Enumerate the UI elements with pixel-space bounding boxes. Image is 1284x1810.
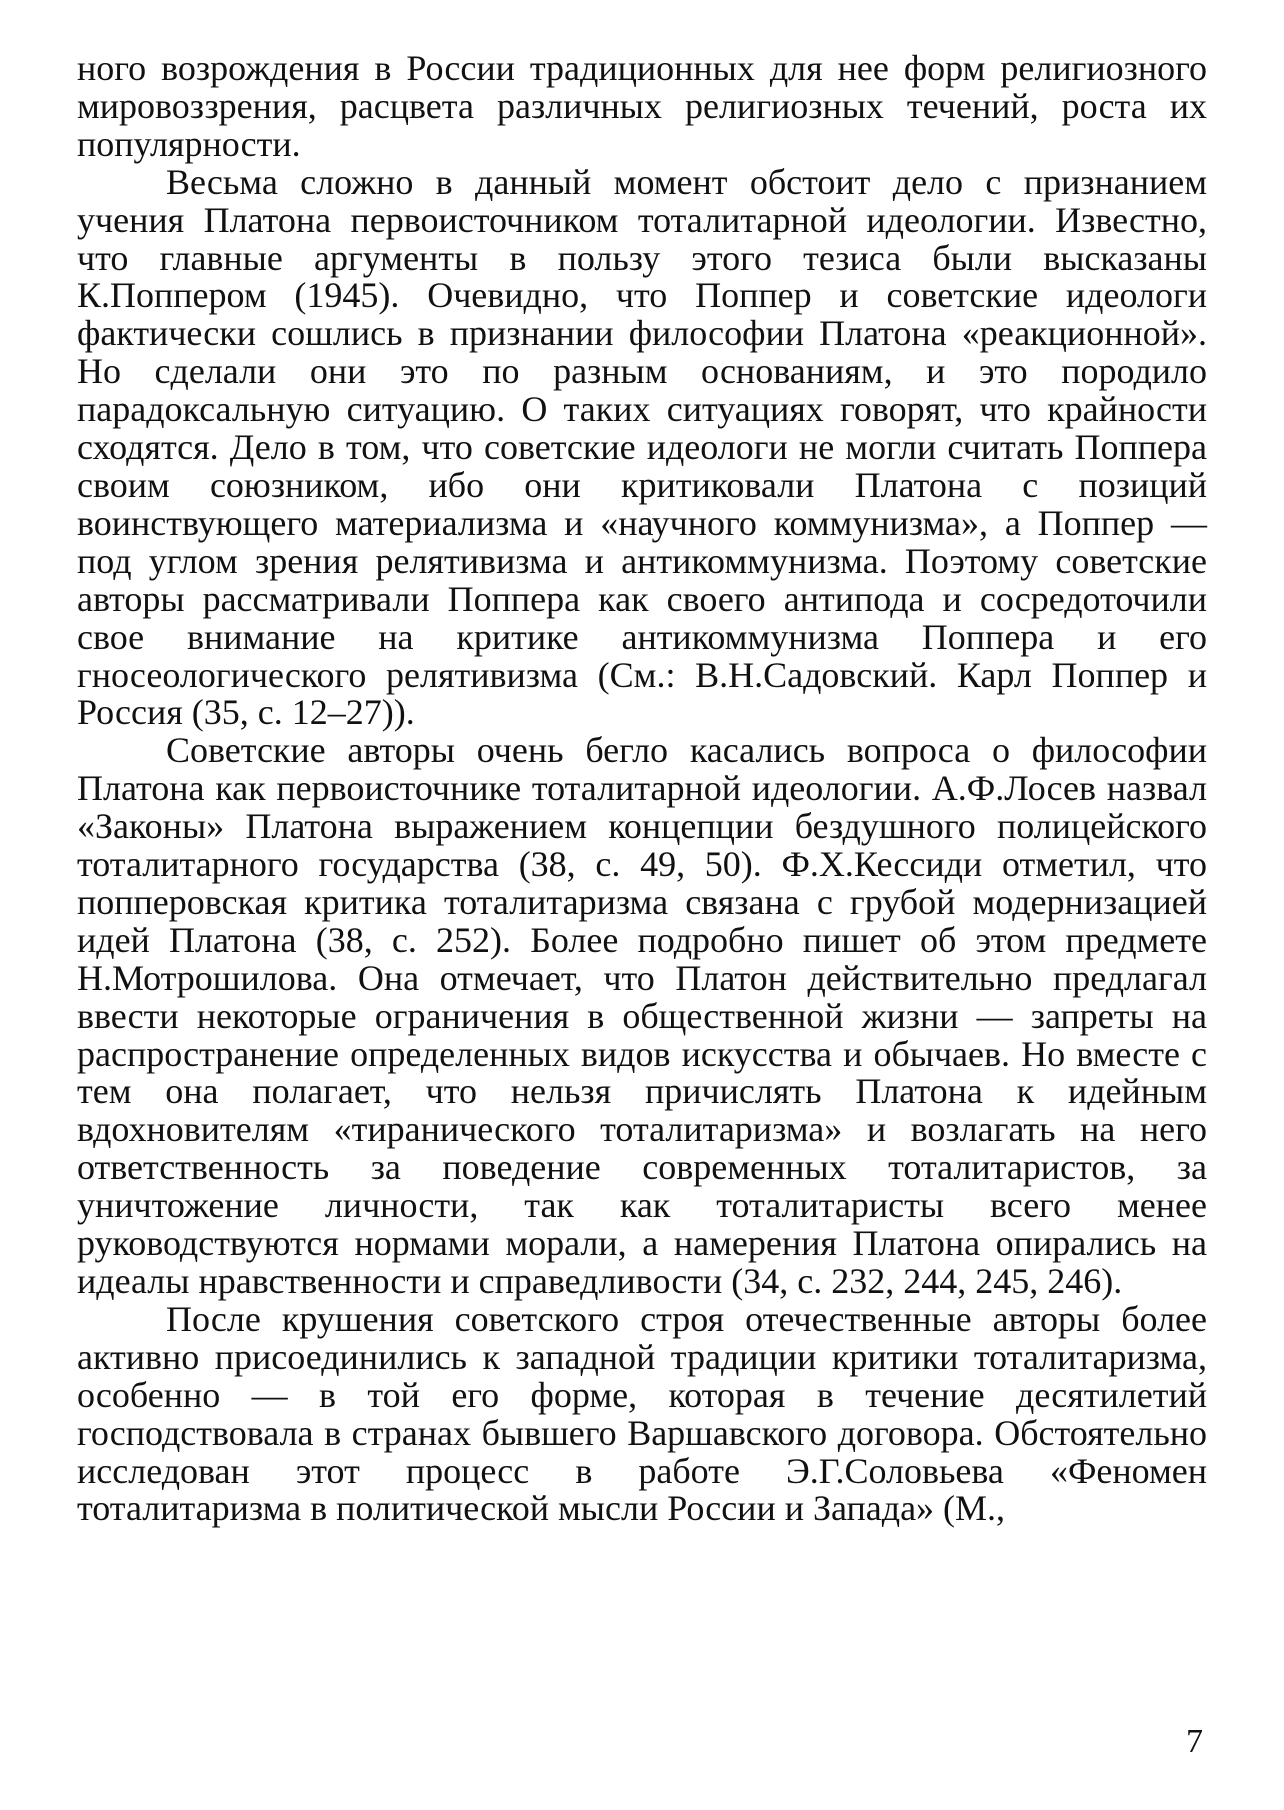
paragraph-1: ного возрождения в России традиционных для нее форм религиозного мировоззрения, расцвета различных религиозных течений, роста их популярности.	[77, 48, 1207, 164]
paragraph-3: Советские авторы очень бегло касались вопроса о философии Платона как первоисточнике тоталитарной идеологии. А.Ф.Лосев назвал «Законы» Платона выражением концепции бездушного полицейского тоталитарного государства (38, с. 49, 50). Ф.Х.Кессиди отметил, что попперовская критика тоталитаризма связана с грубой модернизацией идей Платона (38, с. 252). Более подробно пишет об этом предмете Н.Мотрошилова. Она отмечает, что Платон действительно предлагал ввести некоторые ограничения в общественной жизни — запреты на распространение определенных видов искусства и обычаев. Но вместе с тем она полагает, что нельзя причислять Платона к идейным вдохновителям «тиранического тоталитаризма» и возлагать на него ответственность за поведение современных тоталитаристов, за уничтожение личности, так как тоталитаристы всего менее руководствуются нормами морали, а намерения Платона опирались на идеалы нравственности и справедливости (34, с. 232, 244, 245, 246).	[77, 730, 1207, 1301]
page-number: 7	[1186, 1723, 1203, 1760]
page-text	[77, 50, 1207, 1528]
paragraph-4: После крушения советского строя отечественные авторы более активно присоединились к западной традиции критики тоталитаризма, особенно — в той его форме, которая в течение десятилетий господствовала в странах бывшего Варшавского договора. Обстоятельно исследован этот процесс в работе Э.Г.Соловьева «Феномен тоталитаризма в политической мысли России и Запада» (М.,	[77, 1298, 1207, 1529]
paragraph-2: Весьма сложно в данный момент обстоит дело с признанием учения Платона первоисточником тоталитарной идеологии. Известно, что главные аргументы в пользу этого тезиса были высказаны К.Поппером (1945). Очевидно, что Поппер и советские идеологи фактически сошлись в признании философии Платона «реакционной». Но сделали они это по разным основаниям, и это породило парадоксальную ситуацию. О таких ситуациях говорят, что крайности сходятся. Дело в том, что советские идеологи не могли считать Поппера своим союзником, ибо они критиковали Платона с позиций воинствующего материализма и «научного коммунизма», а Поппер — под углом зрения релятивизма и антикоммунизма. Поэтому советские авторы рассматривали Поппера как своего антипода и сосредоточили свое внимание на критике антикоммунизма Поппера и его гносеологического релятивизма (См.: В.Н.Садовский. Карл Поппер и Россия (35, с. 12–27)).	[77, 161, 1207, 733]
